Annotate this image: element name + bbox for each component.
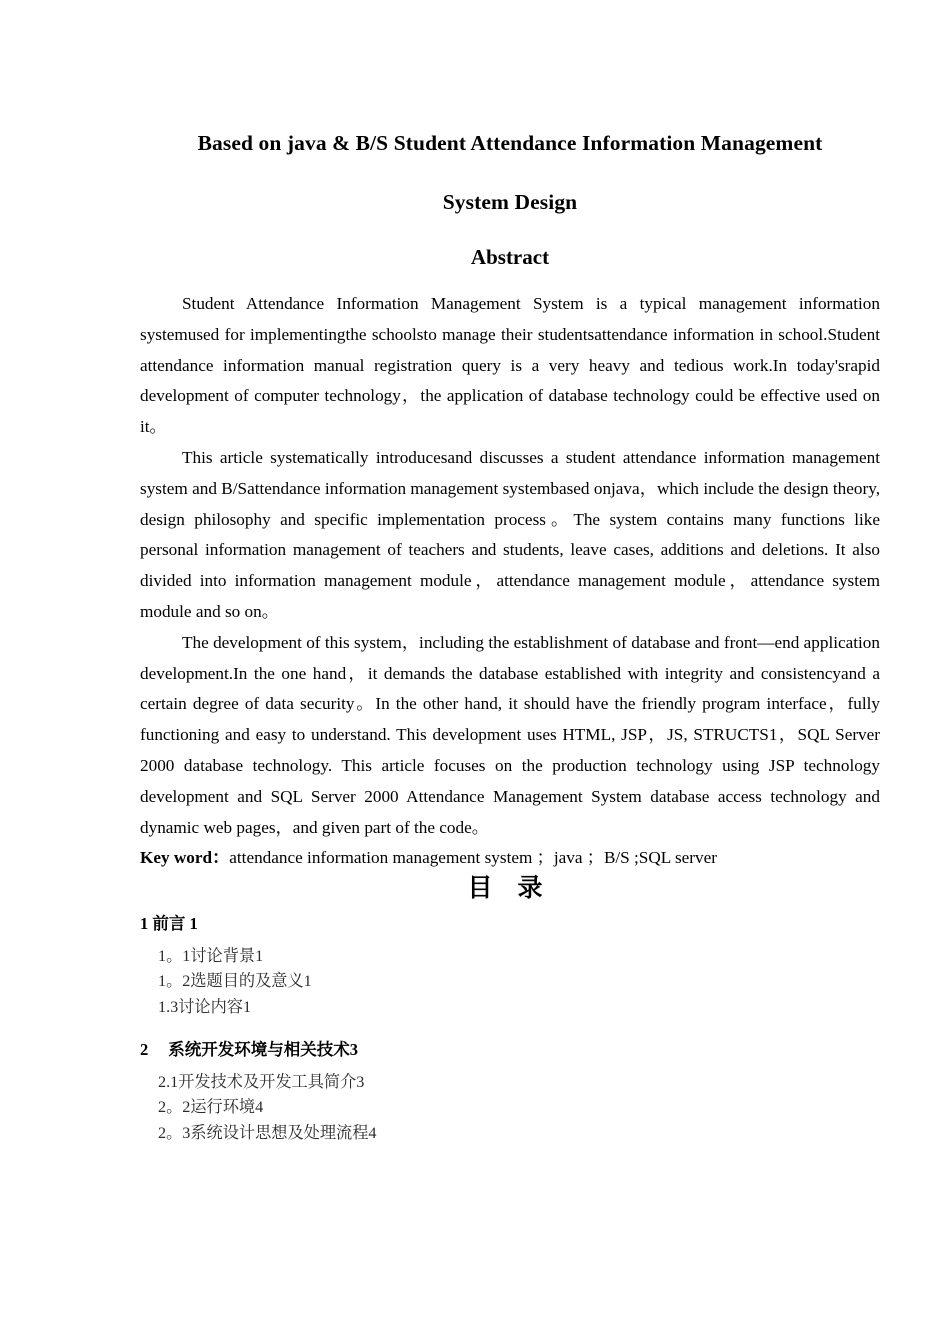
toc-section-number: 2 xyxy=(140,1040,149,1060)
toc-entry[interactable]: 1。1讨论背景1 xyxy=(158,946,264,965)
toc-section-heading-2[interactable] xyxy=(140,1042,880,1059)
toc-entry[interactable]: 2。2运行环境4 xyxy=(158,1098,264,1117)
toc-entry[interactable]: 2.1开发技术及开发工具简介3 xyxy=(158,1072,365,1091)
abstract-paragraph-1: Student Attendance Information Management System is a typical management information systemused for implementingthe schoolsto manage their studentsattendance information in school.Student attendance information manual registration query is a very heavy and tedious work.In today'srapid development of computer technology，the application of database technology could be effective used on it。 xyxy=(140,294,880,437)
keyword-label: Key word： xyxy=(140,848,230,868)
abstract-paragraph-2: This article systematically introducesand discusses a student attendance information management system and B/Sattendance information management systembased onjava，which include the design theory, design philosophy and specific implementation process。The system contains many functions like personal information management of teachers and students, leave cases, additions and deletions. It also divided into information management module，attendance management module，attendance system module and so on。 xyxy=(140,447,880,621)
abstract-heading: Abstract xyxy=(470,245,550,269)
toc-subentries-section-1 xyxy=(140,944,880,1021)
abstract-paragraph-3: The development of this system，including the establishment of database and front—end application development.In the one hand，it demands the database established with integrity and consistencyand a certain degree of data security。In the other hand, it should have the friendly program interface，fully functioning and easy to understand. This development uses HTML, JSP，JS, STRUCTS1，SQL Server 2000 database technology. This article focuses on the production technology using JSP technology development and SQL Server 2000 Attendance Management System database access technology and dynamic web pages，and given part of the code。 xyxy=(140,632,880,837)
toc-entry[interactable]: 1.3讨论内容1 xyxy=(158,997,252,1016)
table-of-contents xyxy=(140,916,880,1146)
document-title-line-2: System Design xyxy=(442,189,578,214)
document-content xyxy=(140,0,880,1146)
toc-entry[interactable]: 1。2选题目的及意义1 xyxy=(158,972,312,991)
table-of-contents-heading: 目 录 xyxy=(467,875,543,903)
toc-section-heading-1[interactable]: 1 前言 1 xyxy=(140,914,198,934)
toc-subentries-section-2 xyxy=(140,1070,880,1147)
keyword-line xyxy=(140,843,880,874)
toc-entry[interactable]: 2。3系统设计思想及处理流程4 xyxy=(158,1123,377,1142)
keyword-value: attendance information management system ；java ；B/S ;SQL server xyxy=(229,848,717,868)
document-title-line-1: Based on java & B/S Student Attendance Information Management xyxy=(197,131,823,155)
toc-section-title: 系统开发环境与相关技术3 xyxy=(168,1040,358,1060)
